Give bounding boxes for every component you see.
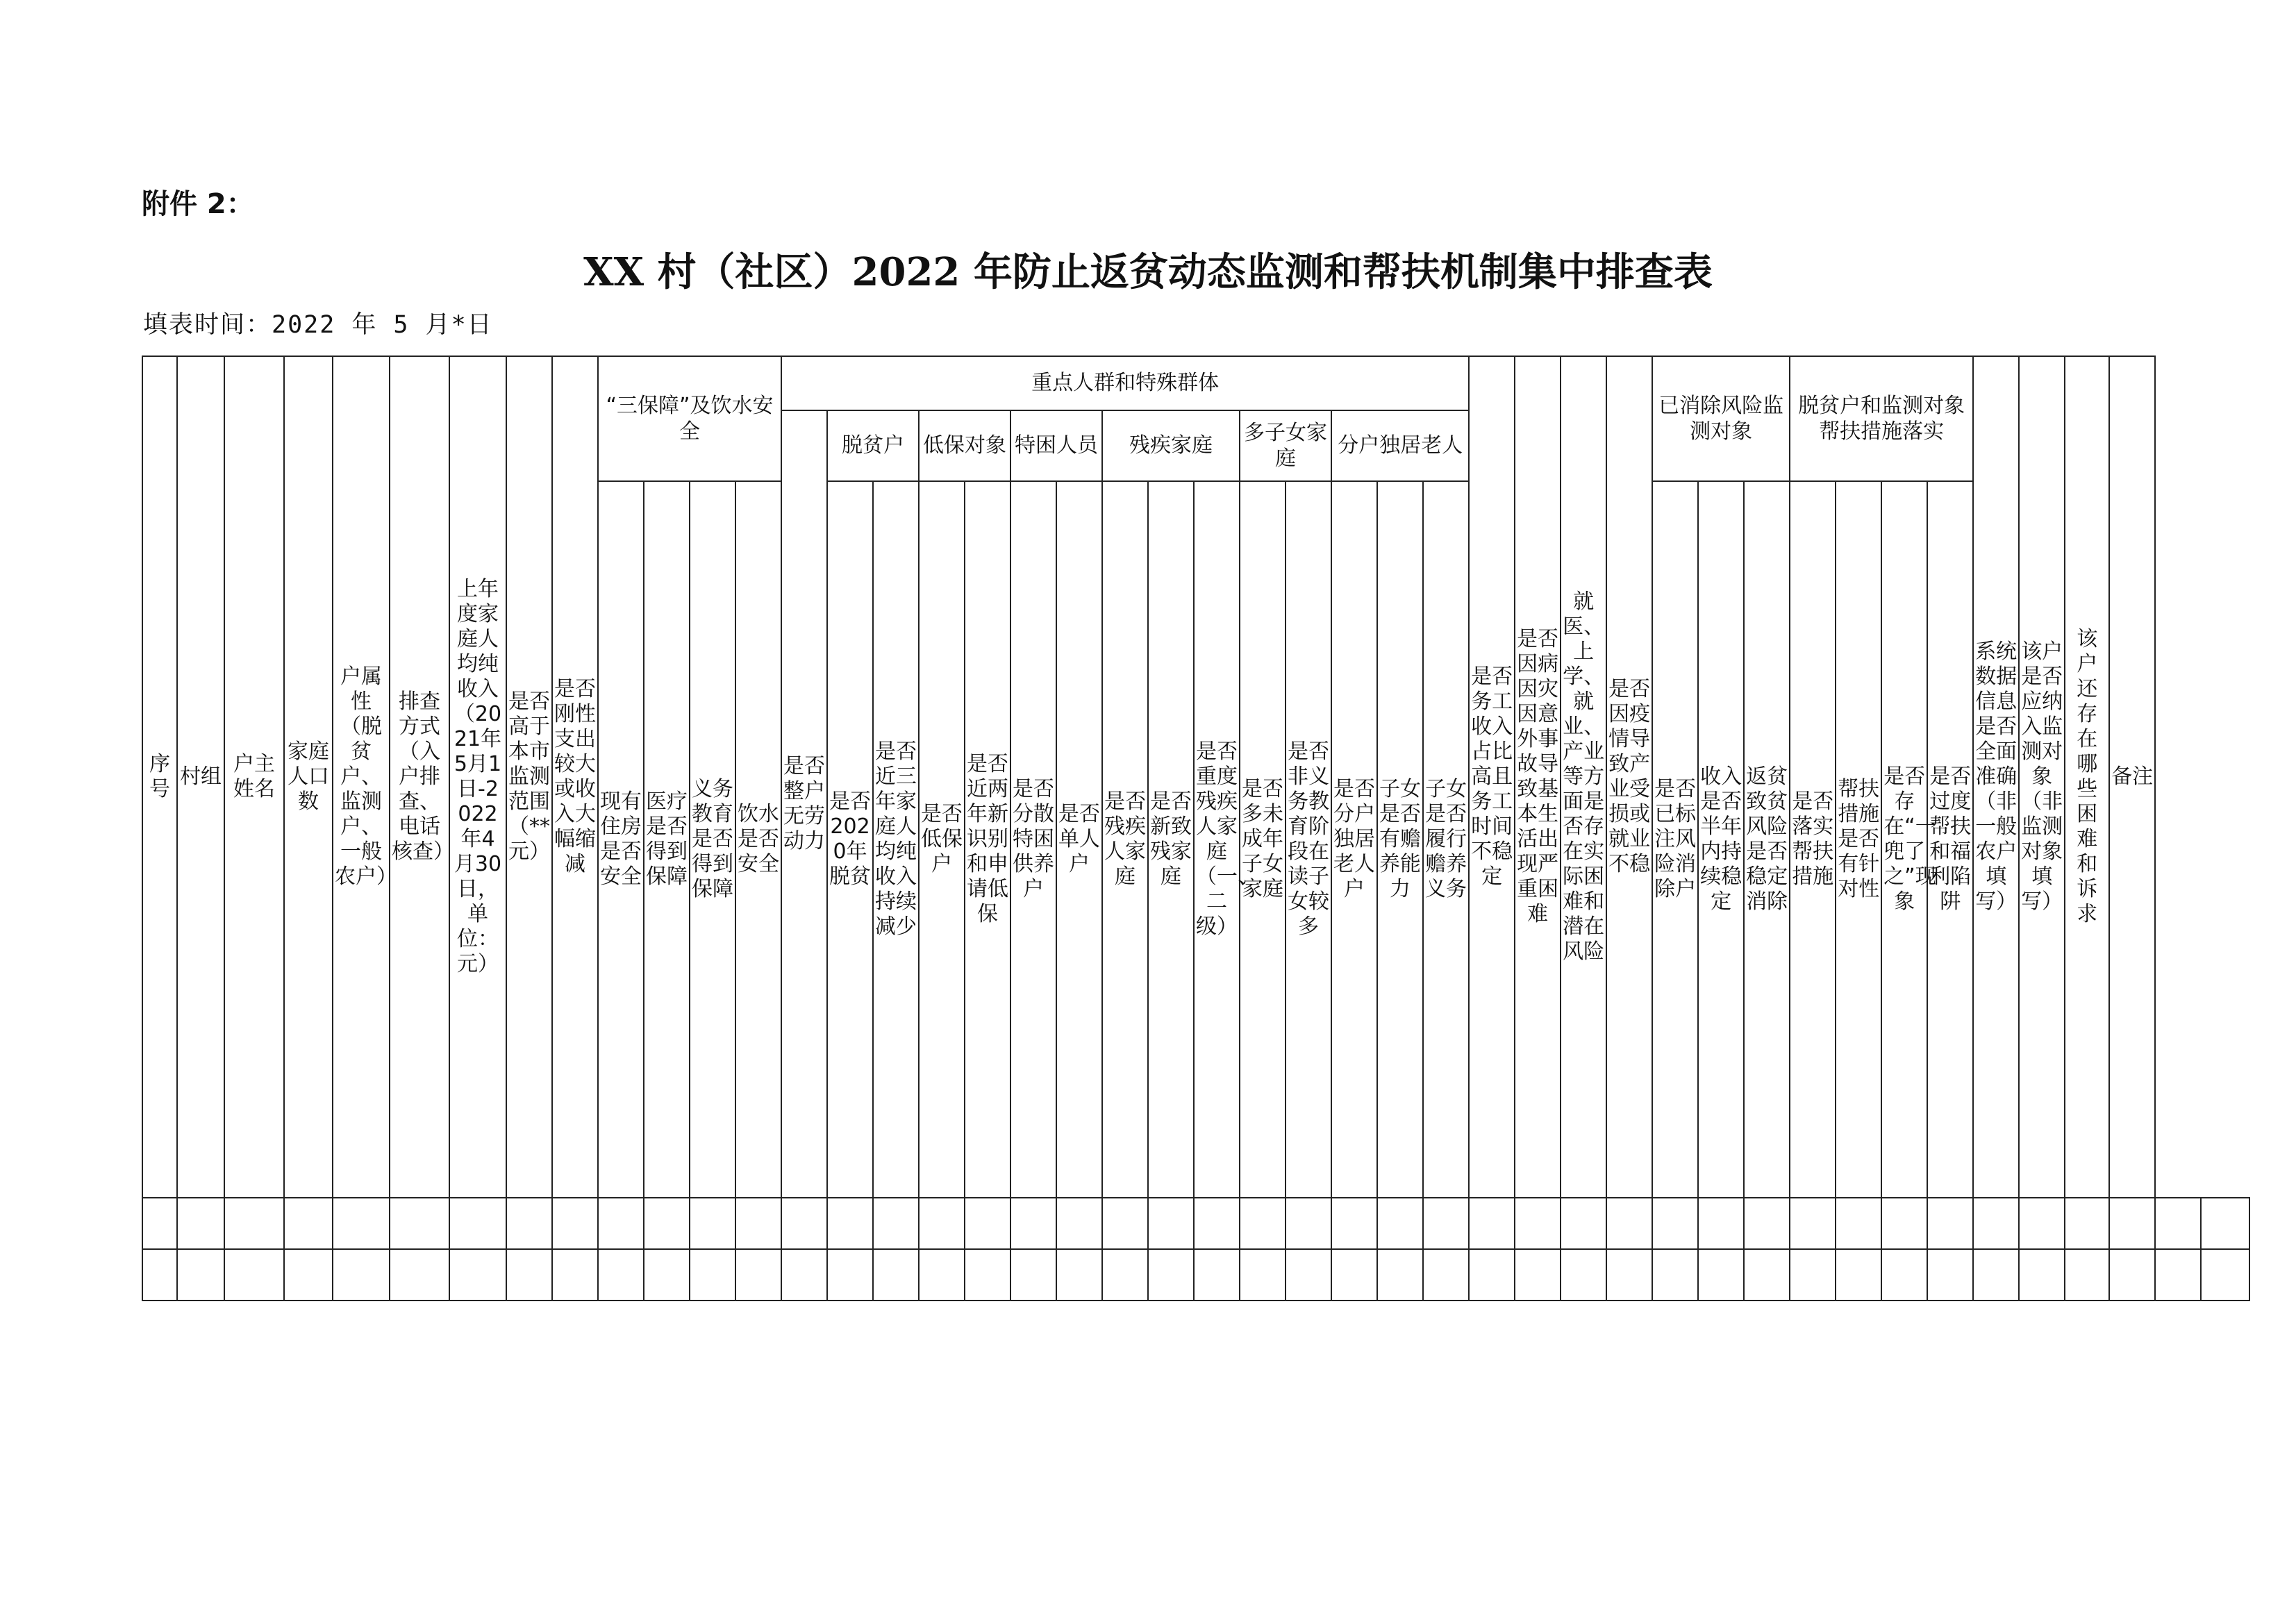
table-cell <box>1240 1249 1286 1301</box>
col-medical: 医疗是否得到保障 <box>644 481 690 1198</box>
table-cell <box>873 1198 919 1249</box>
col-illness-disaster: 是否因病因灾因意外事故导致基本生活出现严重困难 <box>1515 356 1561 1198</box>
col-epidemic: 是否因疫情导致产业受损或就业不稳 <box>1606 356 1652 1198</box>
table-cell <box>1561 1198 1606 1249</box>
table-cell <box>1194 1198 1240 1249</box>
col-village-group: 村组 <box>177 356 224 1198</box>
survey-table <box>142 356 2250 1301</box>
col-measures-targeted: 帮扶措施是否有针对性 <box>1836 481 1881 1198</box>
col-many-students: 是否非义务教育阶段在读子女较多 <box>1286 481 1331 1198</box>
table-cell <box>390 1198 449 1249</box>
table-cell <box>965 1198 1010 1249</box>
table-cell <box>2065 1198 2109 1249</box>
table-cell <box>1423 1249 1469 1301</box>
col-tekun-support: 是否分散特困供养户 <box>1010 481 1056 1198</box>
table-cell <box>1010 1198 1056 1249</box>
col-welfare-trap: 是否过度帮扶和福利陷阱 <box>1927 481 1973 1198</box>
group-multi-child: 多子女家庭 <box>1240 410 1331 481</box>
table-cell <box>1102 1249 1148 1301</box>
table-cell <box>1973 1198 2019 1249</box>
group-eliminated: 已消除风险监测对象 <box>1652 356 1790 481</box>
group-poverty-exit: 脱贫户 <box>827 410 919 481</box>
col-measures-implemented: 是否落实帮扶措施 <box>1790 481 1836 1198</box>
table-cell <box>919 1198 965 1249</box>
col-disabled-family: 是否残疾人家庭 <box>1102 481 1148 1198</box>
table-cell <box>506 1198 552 1249</box>
col-no-labor: 是否整户无劳动力 <box>781 410 827 1198</box>
table-cell <box>2155 1198 2201 1249</box>
col-householder: 户主姓名 <box>224 356 284 1198</box>
col-children-support-ability: 子女是否有赡养能力 <box>1377 481 1423 1198</box>
table-cell <box>598 1249 644 1301</box>
col-yidoule: 是否存在“一兜了之”现象 <box>1881 481 1927 1198</box>
col-marked-eliminated: 是否已标注风险消除户 <box>1652 481 1698 1198</box>
col-seq: 序号 <box>142 356 177 1198</box>
col-risk-eliminated: 返贫致贫风险是否稳定消除 <box>1744 481 1790 1198</box>
table-cell <box>644 1198 690 1249</box>
col-income-decline: 是否近三年家庭人均纯收入持续减少 <box>873 481 919 1198</box>
table-cell <box>1652 1198 1698 1249</box>
col-children-support-duty: 子女是否履行赡养义务 <box>1423 481 1469 1198</box>
table-cell <box>449 1249 506 1301</box>
table-cell <box>781 1249 827 1301</box>
table-cell <box>1194 1249 1240 1301</box>
col-many-minors: 是否多未成年子女家庭 <box>1240 481 1286 1198</box>
table-cell <box>2109 1249 2155 1301</box>
table-cell <box>449 1198 506 1249</box>
attachment-label: 附件 2： <box>142 188 254 220</box>
table-cell <box>2065 1249 2109 1301</box>
table-cell <box>2201 1198 2249 1249</box>
table-cell <box>1102 1198 1148 1249</box>
col-family-size: 家庭人口数 <box>284 356 333 1198</box>
table-cell <box>333 1249 390 1301</box>
table-cell <box>1744 1198 1790 1249</box>
col-housing: 现有住房是否安全 <box>598 481 644 1198</box>
table-cell <box>1331 1249 1377 1301</box>
fill-time: 填表时间：2022 年 5 月*日 <box>143 311 493 339</box>
table-cell <box>1240 1198 1286 1249</box>
table-cell <box>1286 1198 1331 1249</box>
group-key-groups: 重点人群和特殊群体 <box>781 356 1469 410</box>
table-cell <box>1744 1249 1790 1301</box>
table-cell <box>1698 1249 1744 1301</box>
table-cell <box>224 1249 284 1301</box>
table-cell <box>1790 1249 1836 1301</box>
table-cell <box>552 1198 598 1249</box>
table-cell <box>1606 1249 1652 1301</box>
group-three-guarantees: “三保障”及饮水安全 <box>598 356 781 481</box>
table-cell <box>390 1249 449 1301</box>
table-cell <box>919 1249 965 1301</box>
table-cell <box>1423 1198 1469 1249</box>
table-cell <box>827 1198 873 1249</box>
group-tekun: 特困人员 <box>1010 410 1102 481</box>
col-exit-2020: 是否2020年脱贫 <box>827 481 873 1198</box>
table-cell <box>333 1198 390 1249</box>
table-cell <box>1652 1249 1698 1301</box>
col-system-data: 系统数据信息是否全面准确（非一般农户填写） <box>1973 356 2019 1198</box>
table-cell <box>1331 1198 1377 1249</box>
table-cell <box>1286 1249 1331 1301</box>
col-above-range: 是否高于本市监测范围（**元） <box>506 356 552 1198</box>
col-new-dibao: 是否近两年新识别和申请低保 <box>965 481 1010 1198</box>
page-title: XX 村（社区）2022 年防止返贫动态监测和帮扶机制集中排查表 <box>583 249 1713 295</box>
col-single-person: 是否单人户 <box>1056 481 1102 1198</box>
table-cell <box>506 1249 552 1301</box>
col-stable-income: 收入是否半年内持续稳定 <box>1698 481 1744 1198</box>
table-cell <box>1973 1249 2019 1301</box>
table-cell <box>735 1198 781 1249</box>
table-cell <box>1056 1198 1102 1249</box>
table-cell <box>552 1249 598 1301</box>
group-elderly: 分户独居老人 <box>1331 410 1469 481</box>
table-cell <box>1469 1249 1515 1301</box>
table-cell <box>142 1198 177 1249</box>
table-cell <box>177 1249 224 1301</box>
table-cell <box>1515 1249 1561 1301</box>
table-cell <box>284 1198 333 1249</box>
table-row <box>142 1249 2249 1301</box>
col-rigid-expense: 是否刚性支出较大或收入大幅缩减 <box>552 356 598 1198</box>
table-cell <box>2019 1198 2065 1249</box>
table-cell <box>873 1249 919 1301</box>
table-cell <box>2155 1249 2201 1301</box>
table-cell <box>1469 1198 1515 1249</box>
table-cell <box>598 1198 644 1249</box>
table-cell <box>1148 1249 1194 1301</box>
col-split-elderly: 是否分户独居老人户 <box>1331 481 1377 1198</box>
table-cell <box>1606 1198 1652 1249</box>
table-cell <box>690 1198 735 1249</box>
table-cell <box>781 1198 827 1249</box>
table-cell <box>2019 1249 2065 1301</box>
table-cell <box>1010 1249 1056 1301</box>
table-cell <box>1881 1198 1927 1249</box>
group-disabled: 残疾家庭 <box>1102 410 1240 481</box>
table-cell <box>1561 1249 1606 1301</box>
table-cell <box>1148 1198 1194 1249</box>
table-cell <box>177 1198 224 1249</box>
table-cell <box>284 1249 333 1301</box>
table-cell <box>1056 1249 1102 1301</box>
table-cell <box>1836 1249 1881 1301</box>
table-cell <box>1927 1249 1973 1301</box>
col-should-include: 该户是否应纳入监测对象（非监测对象填写） <box>2019 356 2065 1198</box>
table-cell <box>690 1249 735 1301</box>
table-cell <box>644 1249 690 1301</box>
col-new-disabled: 是否新致残家庭 <box>1148 481 1194 1198</box>
table-cell <box>1790 1198 1836 1249</box>
col-difficulties: 该户还存在哪些困难和诉求 <box>2065 356 2109 1198</box>
table-cell <box>1377 1198 1423 1249</box>
table-cell <box>1836 1198 1881 1249</box>
table-cell <box>1927 1198 1973 1249</box>
group-dibao: 低保对象 <box>919 410 1010 481</box>
col-medical-school-job: 就医、上学、就业、产业等方面是否存在实际困难和潜在风险 <box>1561 356 1606 1198</box>
table-row <box>142 1198 2249 1249</box>
table-cell <box>142 1249 177 1301</box>
table-cell <box>1377 1249 1423 1301</box>
table-cell <box>1881 1249 1927 1301</box>
col-remarks: 备注 <box>2109 356 2155 1198</box>
table-cell <box>1698 1198 1744 1249</box>
table-cell <box>2109 1198 2155 1249</box>
table-cell <box>827 1249 873 1301</box>
col-water: 饮水是否安全 <box>735 481 781 1198</box>
col-work-income: 是否务工收入占比高且务工时间不稳定 <box>1469 356 1515 1198</box>
col-household-type: 户属性（脱贫户、监测户、一般农户） <box>333 356 390 1198</box>
col-severe-disabled: 是否重度残疾人家庭（一、二级） <box>1194 481 1240 1198</box>
col-education: 义务教育是否得到保障 <box>690 481 735 1198</box>
group-assistance: 脱贫户和监测对象帮扶措施落实 <box>1790 356 1973 481</box>
col-check-method: 排查方式（入户排查、电话核查） <box>390 356 449 1198</box>
table-cell <box>224 1198 284 1249</box>
col-income: 上年度家庭人均纯收入（2021年5月1日-2022年4月30日，单位：元） <box>449 356 506 1198</box>
table-cell <box>735 1249 781 1301</box>
table-cell <box>965 1249 1010 1301</box>
table-cell <box>2201 1249 2249 1301</box>
table-cell <box>1515 1198 1561 1249</box>
col-is-dibao: 是否低保户 <box>919 481 965 1198</box>
